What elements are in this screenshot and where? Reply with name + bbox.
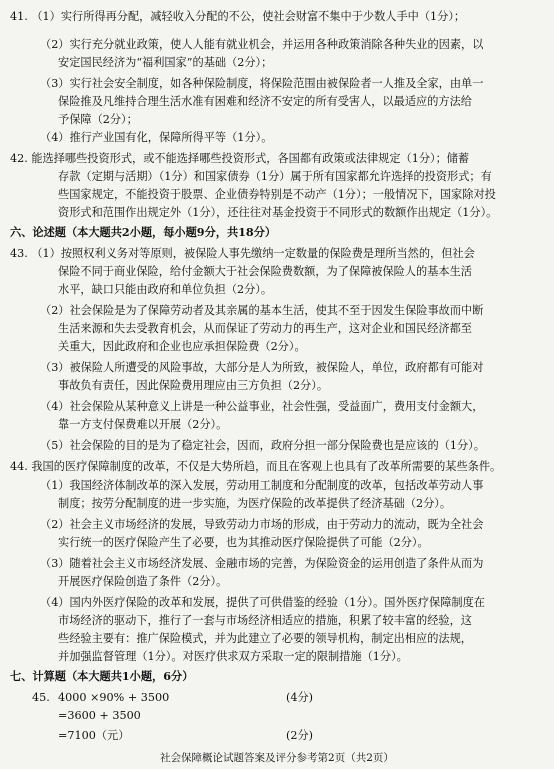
answer-41-4: （4）推行产业国有化，保障所得平等（1分）。 [40,131,273,144]
answer-44-4-cont: 市场经济的驱动下，推行了一套与市场经济相适应的措施，积累了较丰富的经验，这 [58,614,472,627]
answer-44-1: （1）我国经济体制改革的深入发展，劳动用工制度和分配制度的改革，包括改革劳动人事 [40,479,484,492]
answer-43-1-cont: 保险不同于商业保险，给付金额大于社会保险费数额，为了保障被保险人的基本生活 [58,265,472,278]
answer-44-4-cont3: 并加强监督管理（1分）。对医疗供求双方采取一定的限制措施（1分）。 [58,650,408,663]
answer-44-intro: 44. 我国的医疗保障制度的改革，不仅是大势所趋，而且在客观上也具有了改革所需要的某些条件。 [10,460,502,473]
answer-41-3-cont: 保险推及凡维持合理生活水准有困难和经济不安定的所有受害人，以最适应的方法给 [58,95,472,108]
answer-41-2-cont: 安定国民经济为“福利国家”的基础（2分）； [58,56,273,69]
answer-43-3: （3）被保险人所遭受的风险事故，大部分是人为所致，被保险人，单位，政府都有可能对 [40,361,484,374]
calc-line-1: 4000 ×90% + 3500 [58,691,170,704]
answer-43-2-cont2: 关重大，因此政府和企业也应承担保险费（2分）。 [58,340,306,353]
answer-43-5: （5）社会保险的目的是为了稳定社会，因而，政府分担一部分保险费也是应该的（1分）。 [40,439,485,452]
answer-43-3-cont: 事故负有责任，因此保险费用理应由三方负担（2分）。 [58,379,329,392]
answer-41-2: （2）实行充分就业政策，使人人能有就业机会，并运用各种政策消除各种失业的因素，以 [40,38,484,51]
answer-44-1-cont: 制度；按劳分配制度的进一步实施，为医疗保险的改革提供了经济基础（2分）。 [58,497,452,510]
answer-43-1-cont2: 水平，缺口只能由政府和单位负担（2分）。 [58,283,273,296]
answer-41-3-cont2: 予保障（2分）； [58,113,138,126]
answer-44-4: （4）国内外医疗保险的改革和发展，提供了可供借鉴的经验（1分）。国外医疗保障制度在 [40,596,485,609]
answer-41-1: 41. （1）实行所得再分配，减轻收入分配的不公，使社会财富不集中于少数人手中（1分）； [10,10,466,23]
answer-42: 42. 能选择哪些投资形式，或不能选择哪些投资形式，各国都有政策或法律规定（1分）；储蓄 [10,152,470,165]
section-heading-essay: 六、论述题（本大题共2小题，每小题9分，共18分） [10,225,277,239]
answer-41-3: （3）实行社会安全制度，如各种保险制度，将保险范围由被保险者一人推及全家，由单一 [40,77,484,90]
answer-43-2: （2）社会保险是为了保障劳动者及其亲属的基本生活，使其不至于因发生保险事故而中断 [40,304,484,317]
answer-44-3-cont: 开展医疗保险创造了条件（2分）。 [58,575,228,588]
answer-44-2-cont: 实行统一的医疗保险产生了必要，也为其推动医疗保险提供了可能（2分）。 [58,536,429,549]
answer-42-cont3: 资形式和范围作出规定外（1分），还往往对基金投资于不同形式的数额作出规定（1分）。 [58,206,498,219]
answer-45-number: 45. [32,691,50,704]
answer-43-4: （4）社会保险从某种意义上讲是一种公益事业，社会性强，受益面广，费用支付金额大， [40,400,484,413]
answer-43-1: 43. （1）按照权利义务对等原则，被保险人事先缴纳一定数量的保险费是理所当然的，但社会 [10,247,475,260]
answer-43-4-cont: 靠一方支付保费难以开展（2分）。 [58,418,228,431]
answer-42-cont: 存款（定期与活期）（1分）和国家债券（1分）属于所有国家都允许选择的投资形式；有 [58,170,492,183]
page-footer: 社会保障概论试题答案及评分参考第2页（共2页） [160,752,394,764]
answer-43-2-cont: 生活来源和失去受教育机会，从而保证了劳动力的再生产，这对企业和国民经济都至 [58,322,472,335]
calc-score-1: (4分) [286,691,314,704]
calc-line-2: =3600 + 3500 [58,709,141,722]
section-heading-calculation: 七、计算题（本大题共1小题，6分） [10,669,194,683]
calc-line-3: =7100（元） [58,729,130,742]
answer-42-cont2: 些国家规定，不能投资于股票、企业债券特别是不动产（1分）；一般情况下，国家除对投 [58,188,496,201]
calc-score-2: (2分) [286,729,314,742]
answer-44-2: （2）社会主义市场经济的发展，导致劳动力市场的形成，由于劳动力的流动，既为全社会 [40,518,484,531]
answer-44-3: （3）随着社会主义市场经济发展、金融市场的完善，为保险资金的运用创造了条件从而为 [40,557,484,570]
answer-44-4-cont2: 些经验主要有：推广保险模式，并为此建立了必要的领导机构，制定出相应的法规， [58,632,472,645]
